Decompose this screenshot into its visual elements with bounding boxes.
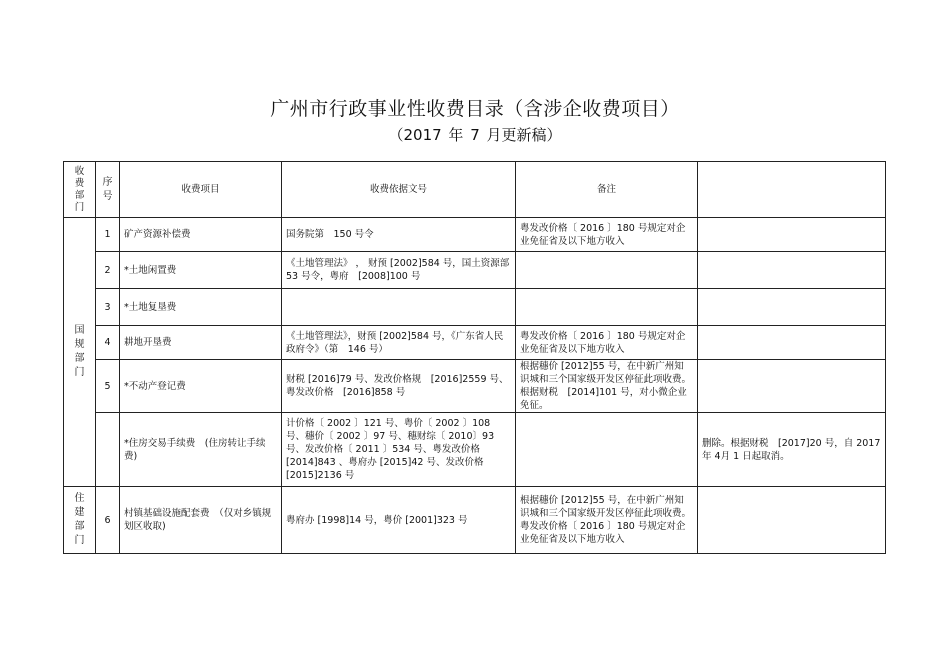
row-item: 矿产资源补偿费 (120, 218, 282, 252)
row-item: *住房交易手续费 (住房转让手续费) (120, 413, 282, 487)
row-extra (698, 360, 886, 413)
row-no: 6 (96, 487, 120, 554)
row-remark (516, 413, 698, 487)
row-extra (698, 326, 886, 360)
fee-table (63, 161, 886, 554)
table-row (64, 289, 886, 326)
row-no: 4 (96, 326, 120, 360)
row-remark: 根据穗价 [2012]55 号，在中新广州知识城和三个国家级开发区停征此项收费。根据财税 [2014]101 号，对小微企业免征。 (516, 360, 698, 413)
row-basis: 《土地管理法》，财预 [2002]584 号，《广东省人民政府令》（第 146 号） (282, 326, 516, 360)
document-subtitle: （2017 年 7 月更新稿） (388, 126, 562, 144)
row-remark (516, 289, 698, 326)
row-extra: 删除。根据财税 [2017]20 号，自 2017 年 4月 1 日起取消。 (698, 413, 886, 487)
row-basis: 《土地管理法》 ， 财预 [2002]584 号，国土资源部 53 号令，粤府 [2008]100 号 (282, 252, 516, 289)
header-dept: 收费部门 (64, 162, 96, 218)
row-no: 5 (96, 360, 120, 413)
table-row (64, 218, 886, 252)
row-extra (698, 289, 886, 326)
document-title: 广州市行政事业性收费目录（含涉企收费项目） (270, 98, 680, 120)
row-extra (698, 487, 886, 554)
row-remark: 根据穗价 [2012]55 号，在中新广州知识城和三个国家级开发区停征此项收费。粤发改价格〔 2016 〕180 号规定对企业免征省及以下地方收入 (516, 487, 698, 554)
dept-land: 国规部门 (64, 218, 96, 487)
header-remark: 备注 (516, 162, 698, 218)
table-row (64, 252, 886, 289)
row-remark: 粤发改价格〔 2016 〕180 号规定对企业免征省及以下地方收入 (516, 326, 698, 360)
row-remark (516, 252, 698, 289)
row-item: *土地复垦费 (120, 289, 282, 326)
header-extra (698, 162, 886, 218)
table-row (64, 413, 886, 487)
row-no: 1 (96, 218, 120, 252)
row-item: *土地闲置费 (120, 252, 282, 289)
table-row (64, 360, 886, 413)
row-no: 2 (96, 252, 120, 289)
row-no: 3 (96, 289, 120, 326)
header-no: 序号 (96, 162, 120, 218)
header-basis: 收费依据文号 (282, 162, 516, 218)
row-item: 耕地开垦费 (120, 326, 282, 360)
table-row (64, 487, 886, 554)
dept-housing: 住建部门 (64, 487, 96, 554)
row-extra (698, 252, 886, 289)
row-remark: 粤发改价格〔 2016 〕180 号规定对企业免征省及以下地方收入 (516, 218, 698, 252)
row-basis (282, 289, 516, 326)
row-item: 村镇基础设施配套费 （仅对乡镇规划区收取) (120, 487, 282, 554)
row-no (96, 413, 120, 487)
row-basis: 计价格〔 2002 〕121 号、粤价〔 2002 〕108 号、穗价〔 2002 〕97 号、穗财综〔 2010〕93 号、发改价格〔 2011 〕534 号、粤发改价格 [2014]843 、粤府办 [2015]42 号、发改价格 [2015]2136 号 (282, 413, 516, 487)
table-row (64, 326, 886, 360)
row-basis: 财税 [2016]79 号、发改价格规 [2016]2559 号、粤发改价格 [2016]858 号 (282, 360, 516, 413)
row-item: *不动产登记费 (120, 360, 282, 413)
row-extra (698, 218, 886, 252)
row-basis: 国务院第 150 号令 (282, 218, 516, 252)
row-basis: 粤府办 [1998]14 号，粤价 [2001]323 号 (282, 487, 516, 554)
header-row (64, 162, 886, 218)
header-item: 收费项目 (120, 162, 282, 218)
